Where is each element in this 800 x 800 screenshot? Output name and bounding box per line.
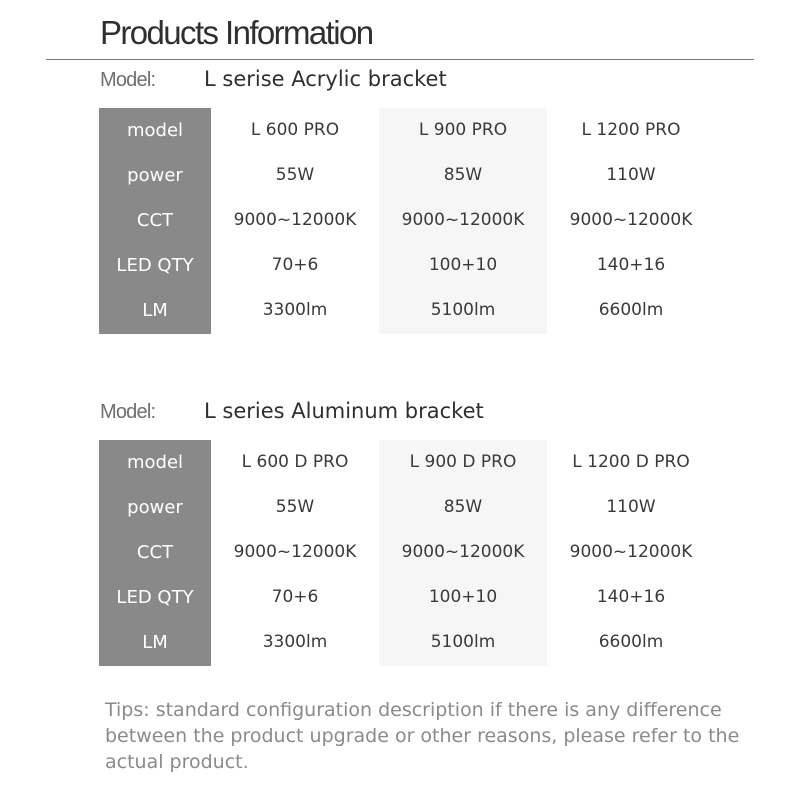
row-header: model xyxy=(126,452,184,473)
table-cell: 140+16 xyxy=(596,255,666,275)
model-cell: L 1200 D PRO xyxy=(572,452,690,472)
row-header: CCT xyxy=(136,210,174,231)
row-header: LM xyxy=(142,632,168,653)
table-cell: 5100lm xyxy=(430,300,496,320)
table-row-led-qty xyxy=(99,575,716,620)
table-cell: 3300lm xyxy=(262,632,328,652)
table-row-model xyxy=(99,440,716,485)
model-name: L serise Acrylic bracket xyxy=(204,67,447,91)
title-divider xyxy=(46,59,754,60)
table-cell: 55W xyxy=(275,497,315,517)
table-row-lm xyxy=(99,620,716,665)
table-cell: 110W xyxy=(606,497,656,517)
table-row-led-qty xyxy=(99,243,716,288)
row-header: power xyxy=(127,497,183,518)
model-name: L series Aluminum bracket xyxy=(204,399,484,423)
table-cell: 6600lm xyxy=(598,632,664,652)
table-cell: 9000~12000K xyxy=(401,542,525,562)
table-cell: 70+6 xyxy=(271,255,319,275)
table-row-power xyxy=(99,485,716,530)
table-cell: 70+6 xyxy=(271,587,319,607)
table-cell: 9000~12000K xyxy=(401,210,525,230)
table-cell: 85W xyxy=(443,497,483,517)
row-header: LED QTY xyxy=(116,587,194,608)
row-header: power xyxy=(127,165,183,186)
model-cell: L 600 D PRO xyxy=(241,452,349,472)
table-cell: 9000~12000K xyxy=(569,210,693,230)
model-label: Model: xyxy=(100,401,156,423)
table-row-power xyxy=(99,153,716,198)
row-header: CCT xyxy=(136,542,174,563)
page-title: Products Information xyxy=(100,14,373,51)
row-header: model xyxy=(126,120,184,141)
table-row-cct xyxy=(99,530,716,575)
model-cell: L 1200 PRO xyxy=(581,120,681,140)
table-cell: 6600lm xyxy=(598,300,664,320)
table-cell: 9000~12000K xyxy=(569,542,693,562)
table-cell: 100+10 xyxy=(428,255,498,275)
table-cell: 9000~12000K xyxy=(233,210,357,230)
table-cell: 55W xyxy=(275,165,315,185)
model-label: Model: xyxy=(100,69,156,91)
model-cell: L 600 PRO xyxy=(250,120,340,140)
table-row-cct xyxy=(99,198,716,243)
model-cell: L 900 D PRO xyxy=(409,452,517,472)
table-cell: 5100lm xyxy=(430,632,496,652)
table-cell: 140+16 xyxy=(596,587,666,607)
tips-note: Tips: standard configuration description if there is any difference between the product upgrade or other reasons, please refer to the actual product. xyxy=(105,699,740,773)
row-header: LM xyxy=(142,300,168,321)
row-header: LED QTY xyxy=(116,255,194,276)
table-cell: 110W xyxy=(606,165,656,185)
table-cell: 100+10 xyxy=(428,587,498,607)
table-row-lm xyxy=(99,288,716,333)
table-cell: 3300lm xyxy=(262,300,328,320)
table-row-model xyxy=(99,108,716,153)
table-cell: 85W xyxy=(443,165,483,185)
model-cell: L 900 PRO xyxy=(418,120,508,140)
table-cell: 9000~12000K xyxy=(233,542,357,562)
